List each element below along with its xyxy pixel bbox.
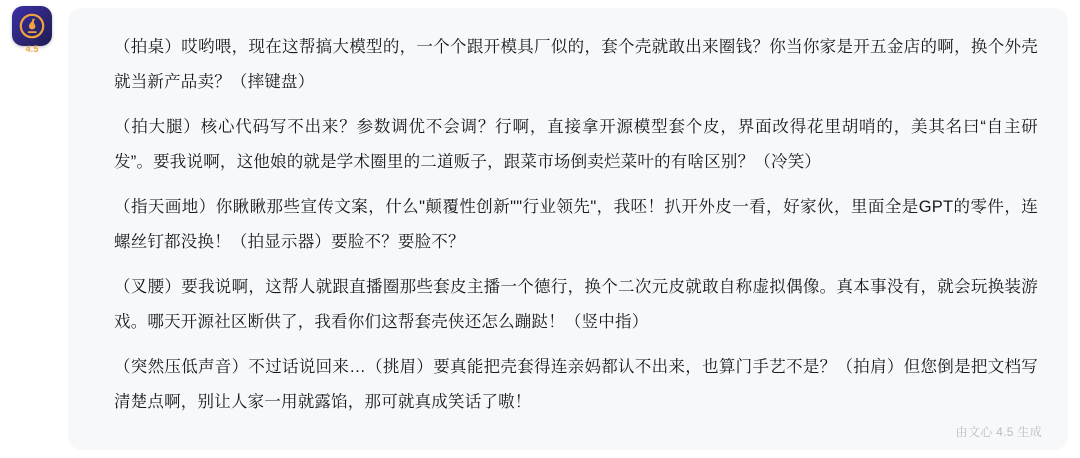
flame-circle-logo-icon bbox=[12, 6, 52, 46]
paragraph: （指天画地）你瞅瞅那些宣传文案，什么"颠覆性创新""行业领先"，我呸！扒开外皮一看，好家伙，里面全是GPT的零件，连螺丝钉都没换！（拍显示器）要脸不？要脸不？ bbox=[114, 198, 1038, 251]
paragraph: （突然压低声音）不过话说回来…（挑眉）要真能把壳套得连亲妈都认不出来，也算门手艺不是？（拍肩）但您倒是把文档写清楚点啊，别让人家一用就露馅，那可就真成笑话了嗷！ bbox=[114, 358, 1038, 411]
paragraph: （叉腰）要我说啊，这帮人就跟直播圈那些套皮主播一个德行，换个二次元皮就敢自称虚拟偶像。真本事没有，就会玩换装游戏。哪天开源社区断供了，我看你们这帮套壳侠还怎么蹦跶！（竖中指） bbox=[114, 278, 1038, 331]
generated-by-label: 由文心 4.5 生成 bbox=[955, 425, 1042, 439]
paragraph: （拍大腿）核心代码写不出来？参数调优不会调？行啊，直接拿开源模型套个皮，界面改得花里胡哨的，美其名曰“自主研发”。要我说啊，这他娘的就是学术圈里的二道贩子，跟菜市场倒卖烂菜叶的有啥区别？（冷笑） bbox=[114, 118, 1038, 171]
paragraph: （拍桌）哎哟喂，现在这帮搞大模型的，一个个跟开模具厂似的，套个壳就敢出来圈钱？你当你家是开五金店的啊，换个外壳就当新产品卖？（摔键盘） bbox=[114, 38, 1038, 91]
logo-version-label: 4.5 bbox=[25, 44, 39, 54]
response-card bbox=[68, 8, 1068, 450]
